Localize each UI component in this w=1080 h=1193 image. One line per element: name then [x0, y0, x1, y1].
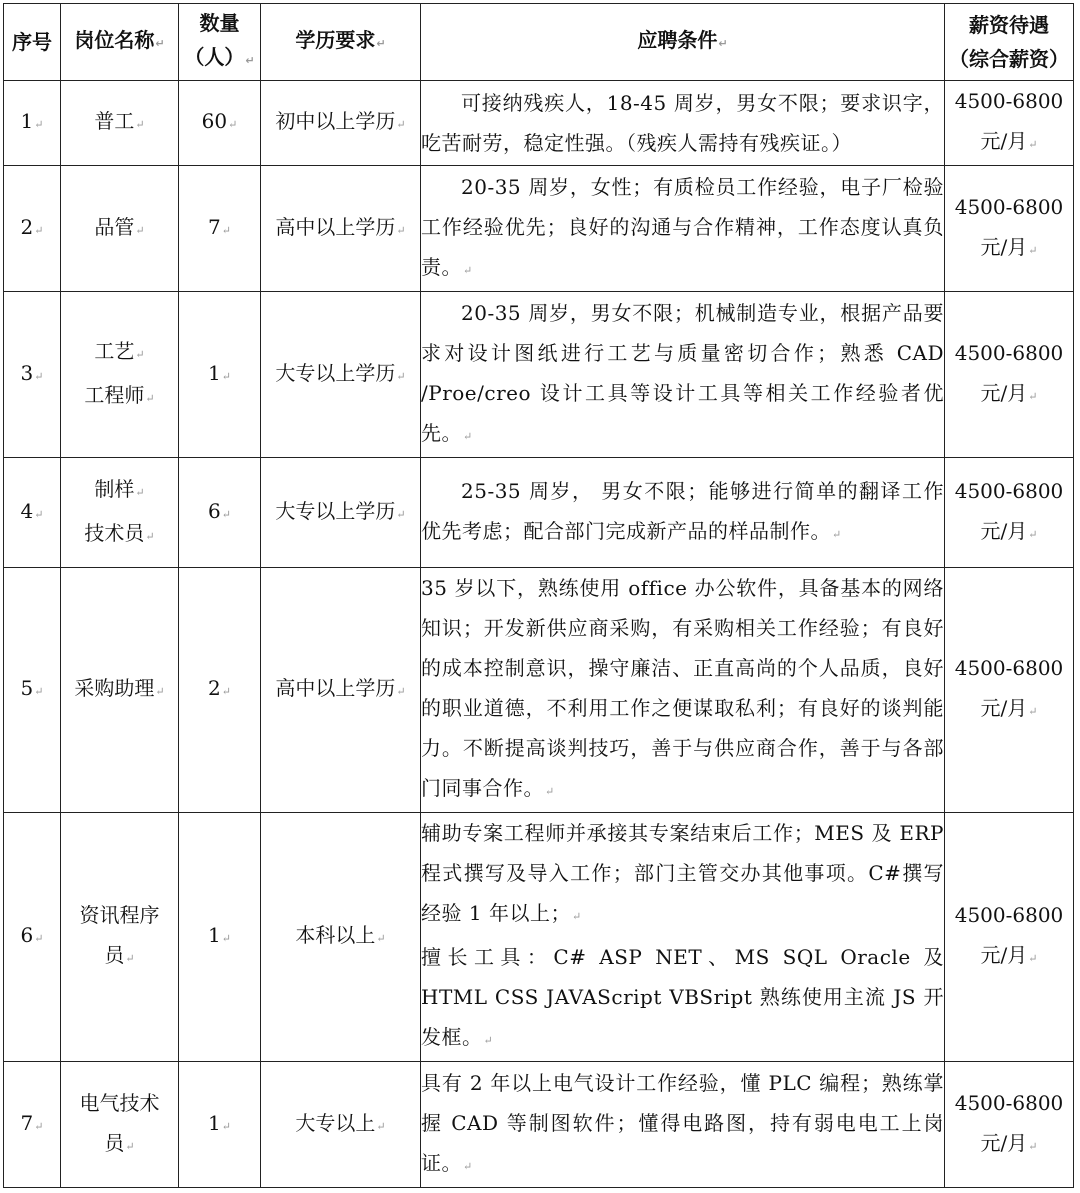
- cell-conditions: 35 岁以下，熟练使用 office 办公软件，具备基本的网络知识；开发新供应商采购，有采购相关工作经验；有良好的成本控制意识，操守廉洁、正直高尚的个人品质，良好的职业道德，不利用工作之便谋取私利；有良好的谈判能力。不断提高谈判技巧，善于与供应商合作，善于与各部门同事合作。↵: [421, 568, 945, 813]
- cell-seq: 1↵: [4, 81, 61, 166]
- table-row: [4, 1062, 1074, 1188]
- header-count: 数量 （人）↵: [179, 4, 261, 81]
- cell-count: 1↵: [179, 292, 261, 458]
- cell-position: 采购助理↵: [61, 568, 179, 813]
- cell-salary: 4500-6800 元/月↵: [945, 1062, 1074, 1188]
- cell-salary: 4500-6800 元/月↵: [945, 292, 1074, 458]
- cell-position: 电气技术 员↵: [61, 1062, 179, 1188]
- table-row: [4, 166, 1074, 292]
- cell-salary: 4500-6800 元/月↵: [945, 166, 1074, 292]
- header-row: [4, 4, 1074, 81]
- cell-position: 资讯程序 员↵: [61, 813, 179, 1062]
- cell-salary: 4500-6800 元/月↵: [945, 813, 1074, 1062]
- header-position: 岗位名称↵: [61, 4, 179, 81]
- table-row: [4, 568, 1074, 813]
- cell-conditions: 可接纳残疾人，18-45 周岁，男女不限；要求识字，吃苦耐劳，稳定性强。（残疾人需持有残疾证。）: [421, 81, 945, 166]
- cell-education: 高中以上学历↵: [261, 568, 421, 813]
- cell-position: 制样↵ 技术员↵: [61, 458, 179, 568]
- table-row: [4, 81, 1074, 166]
- cell-seq: 3↵: [4, 292, 61, 458]
- cell-conditions: 25-35 周岁， 男女不限；能够进行简单的翻译工作优先考虑；配合部门完成新产品的样品制作。↵: [421, 458, 945, 568]
- job-listing-table: [3, 3, 1074, 1188]
- cell-salary: 4500-6800 元/月↵: [945, 458, 1074, 568]
- cell-education: 大专以上学历↵: [261, 292, 421, 458]
- cell-conditions: 具有 2 年以上电气设计工作经验，懂 PLC 编程；熟练掌握 CAD 等制图软件；懂得电路图，持有弱电电工上岗证。↵: [421, 1062, 945, 1188]
- cell-seq: 2↵: [4, 166, 61, 292]
- cell-position: 普工↵: [61, 81, 179, 166]
- cell-seq: 4↵: [4, 458, 61, 568]
- cell-salary: 4500-6800 元/月↵: [945, 81, 1074, 166]
- header-salary: 薪资待遇 （综合薪资）: [945, 4, 1074, 81]
- cell-conditions: 20-35 周岁，女性；有质检员工作经验，电子厂检验工作经验优先；良好的沟通与合作精神，工作态度认真负责。↵: [421, 166, 945, 292]
- cell-position: 品管↵: [61, 166, 179, 292]
- cell-count: 1↵: [179, 813, 261, 1062]
- cell-education: 大专以上学历↵: [261, 458, 421, 568]
- cell-education: 本科以上↵: [261, 813, 421, 1062]
- table-row: [4, 292, 1074, 458]
- cell-seq: 7↵: [4, 1062, 61, 1188]
- header-seq: 序号: [4, 4, 61, 81]
- table-row: [4, 458, 1074, 568]
- table-row: [4, 813, 1074, 1062]
- cell-education: 初中以上学历↵: [261, 81, 421, 166]
- cell-salary: 4500-6800 元/月↵: [945, 568, 1074, 813]
- cell-seq: 5↵: [4, 568, 61, 813]
- cell-seq: 6↵: [4, 813, 61, 1062]
- cell-count: 6↵: [179, 458, 261, 568]
- cell-education: 高中以上学历↵: [261, 166, 421, 292]
- cell-position: 工艺↵ 工程师↵: [61, 292, 179, 458]
- cell-count: 7↵: [179, 166, 261, 292]
- cell-conditions: 20-35 周岁，男女不限；机械制造专业，根据产品要求对设计图纸进行工艺与质量密切合作；熟悉 CAD /Proe/creo 设计工具等设计工具等相关工作经验者优先。↵: [421, 292, 945, 458]
- cell-conditions: 辅助专案工程师并承接其专案结束后工作；MES 及 ERP 程式撰写及导入工作；部门主管交办其他事项。C#撰写经验 1 年以上；↵ 擅长工具：C# ASP NET、MS SQL Oracle 及 HTML CSS JAVAScript VBSript 熟练使用主流 JS 开发框。↵: [421, 813, 945, 1062]
- header-education: 学历要求↵: [261, 4, 421, 81]
- cell-count: 1↵: [179, 1062, 261, 1188]
- cell-education: 大专以上↵: [261, 1062, 421, 1188]
- cell-count: 60↵: [179, 81, 261, 166]
- header-conditions: 应聘条件↵: [421, 4, 945, 81]
- cell-count: 2↵: [179, 568, 261, 813]
